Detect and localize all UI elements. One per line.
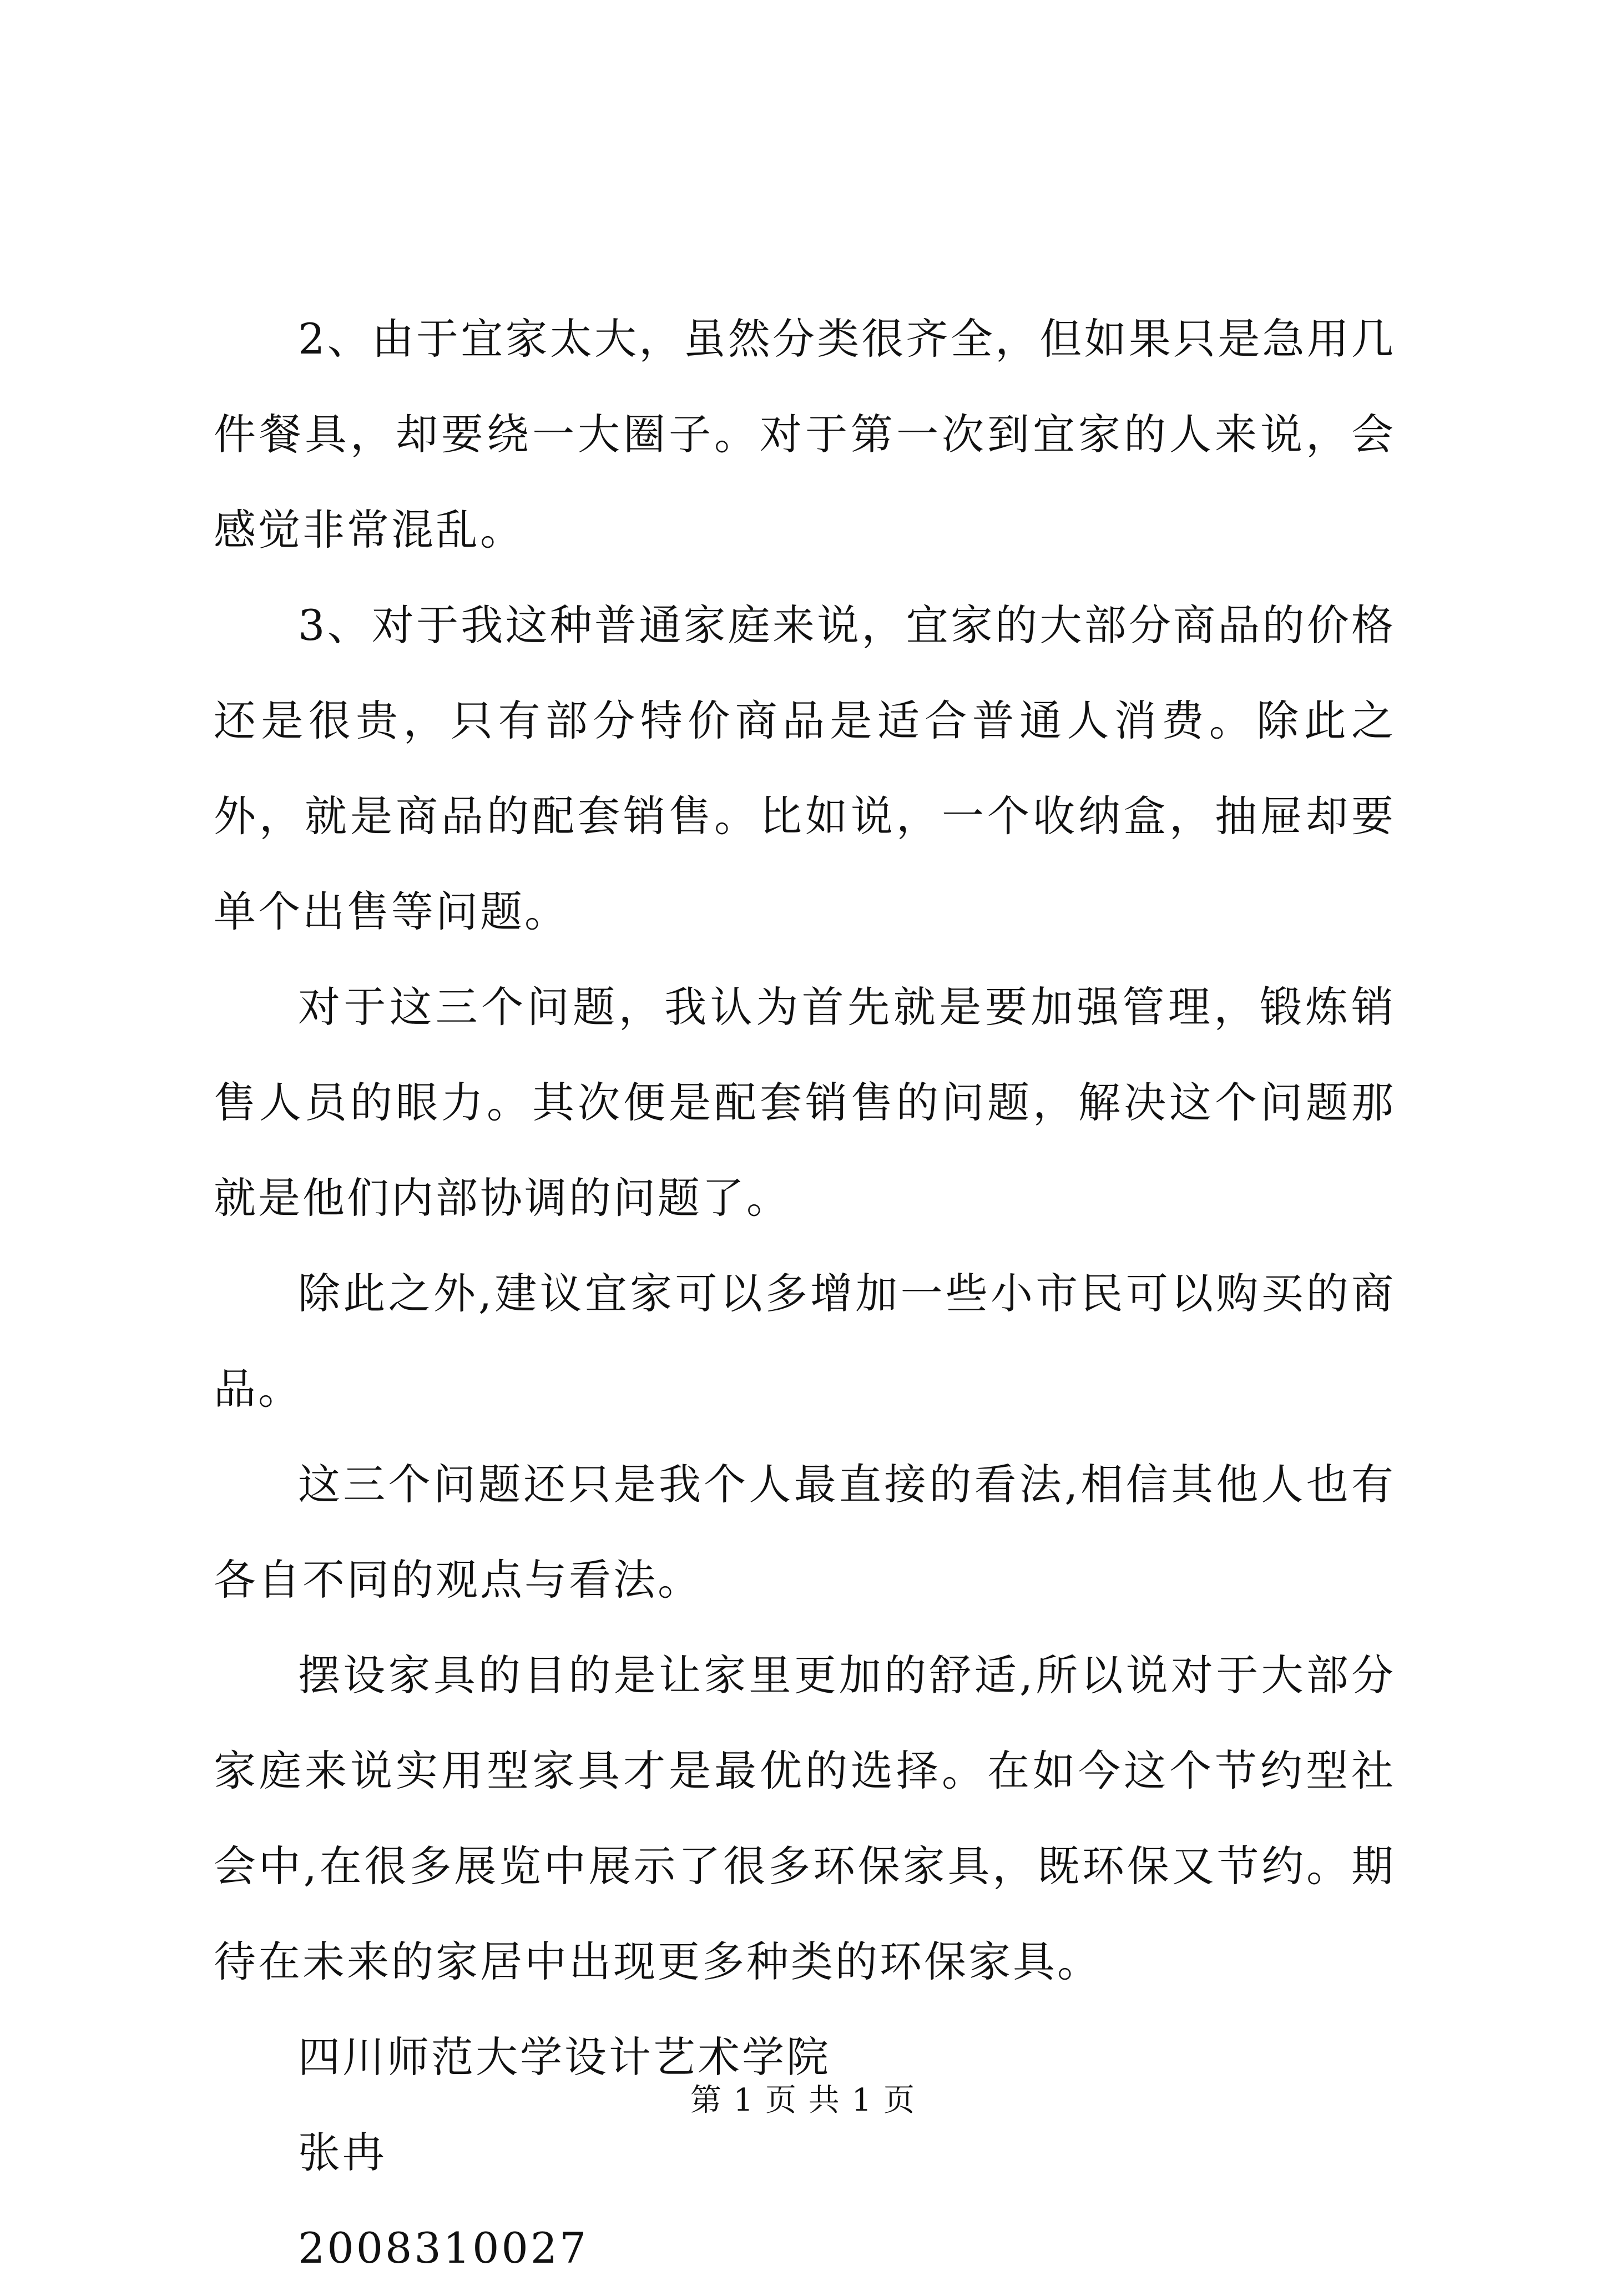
signature-student-id: 2008310027 [298, 2223, 589, 2273]
paragraph-5: 这三个问题还只是我个人最直接的看法,相信其他人也有各自不同的观点与看法。 [214, 1460, 1396, 1604]
signature-author: 张冉 [298, 2128, 387, 2177]
page-footer: 第 1 页 共 1 页 [690, 2082, 916, 2118]
paragraph-6: 摆设家具的目的是让家里更加的舒适,所以说对于大部分家庭来说实用型家具才是最优的选择。在如今这个节约型社会中,在很多展览中展示了很多环保家具，既环保又节约。期待在未来的家居中出现更多种类的环保家具。 [214, 1651, 1396, 1986]
signature-institution: 四川师范大学设计艺术学院 [298, 2032, 831, 2082]
document-body [214, 291, 1396, 2296]
paragraph-1: 2、由于宜家太大，虽然分类很齐全，但如果只是急用几件餐具，却要绕一大圈子。对于第一次到宜家的人来说，会感觉非常混乱。 [214, 314, 1396, 554]
paragraph-4: 除此之外,建议宜家可以多增加一些小市民可以购买的商品。 [214, 1269, 1396, 1414]
paragraph-3: 对于这三个问题，我认为首先就是要加强管理，锻炼销售人员的眼力。其次便是配套销售的问题，解决这个问题那就是他们内部协调的问题了。 [214, 982, 1396, 1223]
paragraph-2: 3、对于我这种普通家庭来说，宜家的大部分商品的价格还是很贵，只有部分特价商品是适合普通人消费。除此之外，就是商品的配套销售。比如说，一个收纳盒，抽屉却要单个出售等问题。 [214, 601, 1396, 936]
